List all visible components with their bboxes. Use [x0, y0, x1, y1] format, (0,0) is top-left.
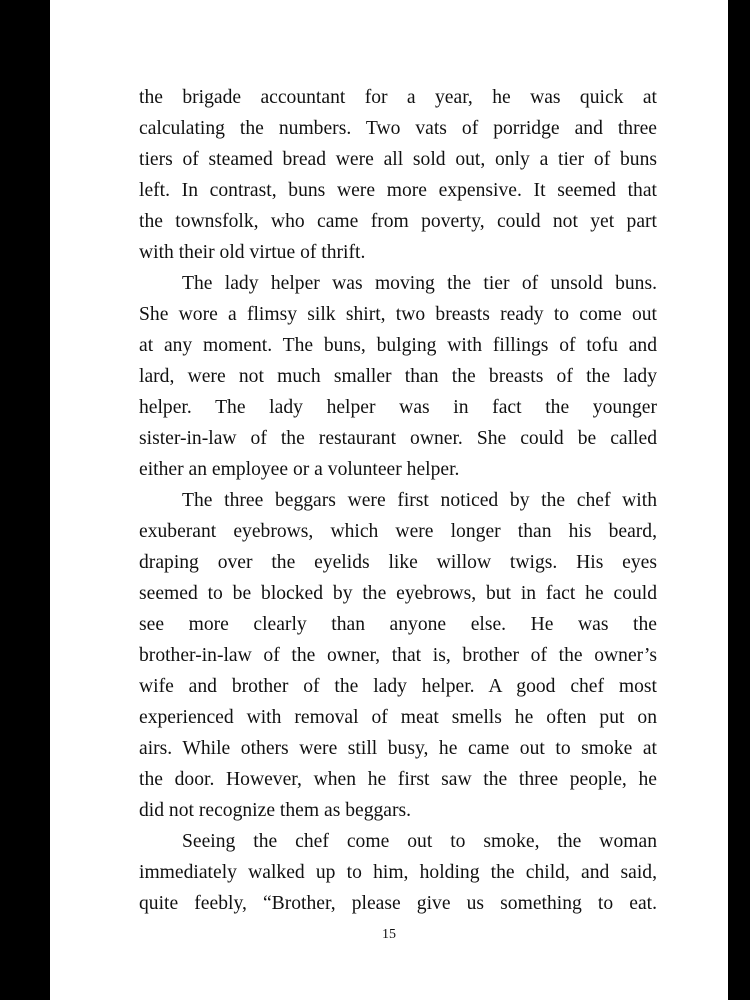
text-line: lard, were not much smaller than the breasts of the lady [139, 366, 657, 387]
text-line: experienced with removal of meat smells he often put on [139, 707, 657, 728]
text-line: the brigade accountant for a year, he was quick at [139, 87, 657, 108]
paragraph-2 [139, 268, 657, 485]
text-line: did not recognize them as beggars. [139, 800, 412, 821]
text-line: quite feebly, “Brother, please give us something to eat. [139, 893, 657, 914]
text-line: see more clearly than anyone else. He was the [139, 614, 657, 635]
book-page [50, 0, 728, 1000]
paragraph-4 [139, 826, 657, 919]
text-line: brother-in-law of the owner, that is, brother of the owner’s [139, 645, 657, 666]
body-text [139, 82, 657, 919]
text-line: She wore a flimsy silk shirt, two breasts ready to come out [139, 304, 657, 325]
text-line: seemed to be blocked by the eyebrows, but in fact he could [139, 583, 657, 604]
text-line: the door. However, when he first saw the three people, he [139, 769, 657, 790]
paragraph-3 [139, 485, 657, 826]
text-line: helper. The lady helper was in fact the younger [139, 397, 657, 418]
text-line: draping over the eyelids like willow twigs. His eyes [139, 552, 657, 573]
page-number: 15 [382, 927, 396, 942]
text-line: the townsfolk, who came from poverty, could not yet part [139, 211, 657, 232]
text-line: exuberant eyebrows, which were longer than his beard, [139, 521, 657, 542]
text-line: The lady helper was moving the tier of unsold buns. [182, 273, 657, 294]
text-line: left. In contrast, buns were more expensive. It seemed that [139, 180, 657, 201]
text-line: sister-in-law of the restaurant owner. She could be called [139, 428, 657, 449]
text-line: calculating the numbers. Two vats of porridge and three [139, 118, 657, 139]
text-line: wife and brother of the lady helper. A good chef most [139, 676, 657, 697]
text-line: airs. While others were still busy, he came out to smoke at [139, 738, 657, 759]
text-line: with their old virtue of thrift. [139, 242, 366, 263]
text-line: The three beggars were first noticed by the chef with [182, 490, 657, 511]
text-line: at any moment. The buns, bulging with fillings of tofu and [139, 335, 657, 356]
text-line: tiers of steamed bread were all sold out, only a tier of buns [139, 149, 657, 170]
text-line: Seeing the chef come out to smoke, the woman [182, 831, 657, 852]
text-line: either an employee or a volunteer helper. [139, 459, 460, 480]
paragraph-1 [139, 82, 657, 268]
text-line: immediately walked up to him, holding the child, and said, [139, 862, 657, 883]
